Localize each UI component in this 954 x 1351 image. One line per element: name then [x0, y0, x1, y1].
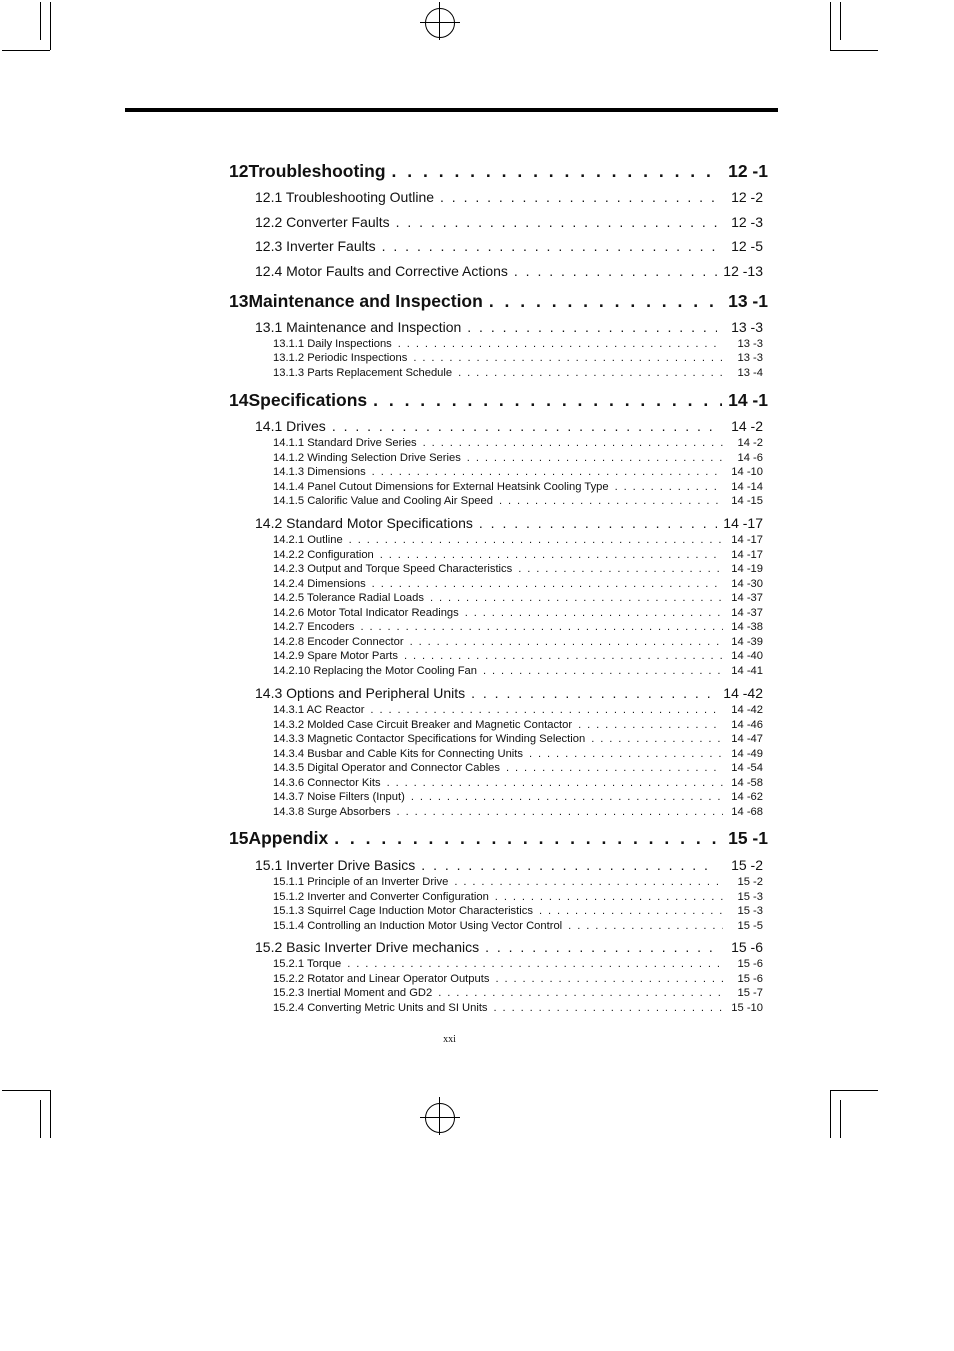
toc-page-number: 14 -39 [731, 636, 763, 648]
dot-leader [380, 549, 723, 561]
toc-subsection[interactable] [273, 1002, 763, 1014]
toc-subsection[interactable] [273, 437, 763, 449]
dot-leader [514, 263, 717, 279]
dot-leader [471, 685, 717, 701]
dot-leader [465, 607, 723, 619]
toc-entry-title: Troubleshooting [248, 161, 386, 181]
toc-entry-title: 14.1.1 Standard Drive Series [273, 437, 417, 449]
dot-leader [398, 338, 723, 350]
dot-leader [430, 592, 723, 604]
toc-page-number: 14 -49 [731, 748, 763, 760]
toc-page-number: 14 -2 [731, 418, 763, 434]
dot-leader [591, 733, 723, 745]
toc-entry-title: 12.4 Motor Faults and Corrective Actions [255, 263, 508, 279]
dot-leader [410, 636, 723, 648]
toc-entry-title: 15.2.3 Inertial Moment and GD2 [273, 987, 433, 999]
dot-leader [539, 905, 723, 917]
toc-entry-title: 14.1.5 Calorific Value and Cooling Air Speed [273, 495, 493, 507]
dot-leader [392, 161, 723, 182]
toc-entry-title: 15.1.3 Squirrel Cage Induction Motor Characteristics [273, 905, 533, 917]
toc-subsection[interactable] [273, 466, 763, 478]
dot-leader [382, 238, 717, 254]
chapter-number: 15 [229, 828, 249, 848]
dot-leader [518, 563, 723, 575]
toc-entry-title: 14.2.8 Encoder Connector [273, 636, 404, 648]
toc-page-number: 14 -42 [731, 704, 763, 716]
toc-subsection[interactable] [273, 762, 763, 774]
toc-page-number: 14 -10 [731, 466, 763, 478]
toc-subsection[interactable] [273, 920, 763, 932]
toc-page-number: 15 -1 [728, 828, 768, 848]
dot-leader [529, 748, 723, 760]
dot-leader [387, 777, 723, 789]
toc-page-number: 15 -6 [737, 958, 763, 970]
chapter-number: 13 [229, 291, 249, 311]
toc-entry-title: Appendix [248, 828, 329, 848]
toc-entry-title: 14.1.2 Winding Selection Drive Series [273, 452, 461, 464]
toc-page-number: 15 -6 [731, 939, 763, 955]
dot-leader [494, 1002, 723, 1014]
dot-leader [396, 214, 717, 230]
dot-leader [334, 828, 722, 849]
toc-subsection[interactable] [273, 592, 763, 604]
toc-subsection[interactable] [273, 495, 763, 507]
dot-leader [413, 352, 723, 364]
toc-page-number: 15 -3 [737, 905, 763, 917]
toc-entry-title: 15.2.4 Converting Metric Units and SI Units [273, 1002, 488, 1014]
toc-entry-title: 15.1.2 Inverter and Converter Configuration [273, 891, 489, 903]
toc-section[interactable] [255, 857, 763, 873]
toc-subsection[interactable] [273, 891, 763, 903]
dot-leader [483, 665, 723, 677]
dot-leader [467, 452, 723, 464]
toc-page-number: 14 -37 [731, 607, 763, 619]
toc-entry-title: 14.1 Drives [255, 418, 326, 434]
dot-leader [438, 987, 723, 999]
toc-page-number: 13 -4 [737, 367, 763, 379]
toc-entry-title: 13.1.3 Parts Replacement Schedule [273, 367, 453, 379]
toc-page-number: 15 -6 [737, 973, 763, 985]
toc-page-number: 12 -5 [731, 238, 763, 254]
dot-leader [615, 481, 723, 493]
toc-page-number: 13 -1 [728, 291, 768, 311]
toc-entry-title: 15.1 Inverter Drive Basics [255, 857, 416, 873]
toc-subsection[interactable] [273, 621, 763, 633]
dot-leader [506, 762, 723, 774]
toc-subsection[interactable] [273, 791, 763, 803]
dot-leader [370, 704, 723, 716]
dot-leader [499, 495, 723, 507]
toc-entry-title: 14.2.5 Tolerance Radial Loads [273, 592, 424, 604]
toc-entry-title: 12.3 Inverter Faults [255, 238, 376, 254]
toc-entry-title: 15.1.1 Principle of an Inverter Drive [273, 876, 449, 888]
toc-page-number: 15 -7 [737, 987, 763, 999]
dot-leader [372, 578, 723, 590]
dot-leader [479, 515, 717, 531]
toc-page-number: 14 -17 [731, 534, 763, 546]
toc-section[interactable] [255, 319, 763, 335]
dot-leader [332, 418, 717, 434]
toc-subsection[interactable] [273, 549, 763, 561]
toc-subsection[interactable] [273, 876, 763, 888]
toc-entry-title: 12.1 Troubleshooting Outline [255, 189, 435, 205]
toc-entry-title: 13.1.2 Periodic Inspections [273, 352, 408, 364]
toc-subsection[interactable] [273, 636, 763, 648]
toc-subsection[interactable] [273, 452, 763, 464]
toc-page-number: 14 -2 [737, 437, 763, 449]
toc-entry-title: 14.3.8 Surge Absorbers [273, 806, 391, 818]
toc-page-number: 13 -3 [737, 352, 763, 364]
toc-entry-title: 14.3.7 Noise Filters (Input) [273, 791, 405, 803]
toc-entry-title: 14.2.9 Spare Motor Parts [273, 650, 398, 662]
toc-section[interactable] [255, 214, 763, 230]
toc-entry-title: 14.3.6 Connector Kits [273, 777, 381, 789]
toc-entry-title: 12.2 Converter Faults [255, 214, 390, 230]
dot-leader [440, 189, 717, 205]
toc-subsection[interactable] [273, 650, 763, 662]
dot-leader [485, 939, 717, 955]
toc-page-number: 12 -3 [731, 214, 763, 230]
toc-section[interactable] [255, 515, 763, 531]
toc-entry-title: Specifications [248, 390, 368, 410]
toc-subsection[interactable] [273, 481, 763, 493]
toc-subsection[interactable] [273, 607, 763, 619]
toc-entry-title: 14.1.4 Panel Cutout Dimensions for External Heatsink Cooling Type [273, 481, 609, 493]
toc-subsection[interactable] [273, 777, 763, 789]
dot-leader [578, 719, 723, 731]
toc-entry-title: 15.2.1 Torque [273, 958, 342, 970]
toc-page-number: 14 -6 [737, 452, 763, 464]
toc-subsection[interactable] [273, 338, 763, 350]
toc-page-number: 14 -42 [723, 685, 763, 701]
toc-subsection[interactable] [273, 704, 763, 716]
toc-entry-title: 14.2 Standard Motor Specifications [255, 515, 473, 531]
dot-leader [372, 466, 723, 478]
toc-entry-title: 14.2.6 Motor Total Indicator Readings [273, 607, 459, 619]
toc-chapter[interactable] [229, 828, 768, 849]
toc-subsection[interactable] [273, 905, 763, 917]
dot-leader [568, 920, 723, 932]
toc-page-number: 14 -30 [731, 578, 763, 590]
dot-leader [421, 857, 717, 873]
toc-page-number: 12 -1 [728, 161, 768, 181]
toc-entry-title: 14.2.10 Replacing the Motor Cooling Fan [273, 665, 477, 677]
toc-page-number: 14 -46 [731, 719, 763, 731]
toc-subsection[interactable] [273, 563, 763, 575]
toc-page-number: 14 -58 [731, 777, 763, 789]
dot-leader [349, 534, 723, 546]
toc-subsection[interactable] [273, 987, 763, 999]
dot-leader [360, 621, 723, 633]
toc-subsection[interactable] [273, 958, 763, 970]
toc-page-number: 14 -19 [731, 563, 763, 575]
toc-page-number: 14 -14 [731, 481, 763, 493]
toc-entry-title: 14.2.4 Dimensions [273, 578, 366, 590]
page-folio: xxi [443, 1034, 456, 1045]
toc-subsection[interactable] [273, 748, 763, 760]
toc-page-number: 14 -38 [731, 621, 763, 633]
toc-page-number: 14 -68 [731, 806, 763, 818]
toc-section[interactable] [255, 238, 763, 254]
toc-entry-title: Maintenance and Inspection [248, 291, 483, 311]
toc-entry-title: 14.3.2 Molded Case Circuit Breaker and Magnetic Contactor [273, 719, 573, 731]
toc-entry-title: 14.3 Options and Peripheral Units [255, 685, 466, 701]
dot-leader [454, 876, 723, 888]
toc-page-number: 15 -2 [737, 876, 763, 888]
toc-section[interactable] [255, 685, 763, 701]
toc-entry-title: 14.3.3 Magnetic Contactor Specifications for Winding Selection [273, 733, 586, 745]
toc-subsection[interactable] [273, 665, 763, 677]
toc-page-number: 15 -2 [731, 857, 763, 873]
toc-section[interactable] [255, 189, 763, 205]
toc-subsection[interactable] [273, 534, 763, 546]
toc-entry-title: 15.2 Basic Inverter Drive mechanics [255, 939, 480, 955]
toc-page-number: 15 -5 [737, 920, 763, 932]
toc-page-number: 14 -54 [731, 762, 763, 774]
toc-page-number: 14 -37 [731, 592, 763, 604]
dot-leader [404, 650, 723, 662]
toc-page-number: 14 -1 [728, 390, 768, 410]
toc-page-number: 13 -3 [731, 319, 763, 335]
toc-subsection[interactable] [273, 367, 763, 379]
toc-page-number: 14 -47 [731, 733, 763, 745]
toc-entry-title: 13.1.1 Daily Inspections [273, 338, 392, 350]
dot-leader [495, 973, 723, 985]
dot-leader [397, 806, 723, 818]
toc-subsection[interactable] [273, 352, 763, 364]
dot-leader [373, 390, 722, 411]
toc-page-number: 14 -17 [723, 515, 763, 531]
toc-entry-title: 14.3.5 Digital Operator and Connector Cables [273, 762, 500, 774]
toc-chapter[interactable] [229, 390, 768, 411]
toc-page-number: 14 -62 [731, 791, 763, 803]
toc-section[interactable] [255, 263, 763, 279]
toc-page-number: 15 -10 [731, 1002, 763, 1014]
toc-entry-title: 14.1.3 Dimensions [273, 466, 366, 478]
toc-chapter[interactable] [229, 291, 768, 312]
toc-page-number: 14 -15 [731, 495, 763, 507]
toc-subsection[interactable] [273, 806, 763, 818]
dot-leader [423, 437, 723, 449]
dot-leader [467, 319, 717, 335]
dot-leader [489, 291, 722, 312]
toc-entry-title: 14.3.1 AC Reactor [273, 704, 365, 716]
toc-subsection[interactable] [273, 733, 763, 745]
toc-entry-title: 14.3.4 Busbar and Cable Kits for Connecting Units [273, 748, 523, 760]
toc-entry-title: 15.1.4 Controlling an Induction Motor Using Vector Control [273, 920, 563, 932]
toc-subsection[interactable] [273, 973, 763, 985]
dot-leader [411, 791, 723, 803]
dot-leader [347, 958, 723, 970]
toc-page-number: 14 -41 [731, 665, 763, 677]
toc-page-number: 14 -40 [731, 650, 763, 662]
toc-subsection[interactable] [273, 719, 763, 731]
toc-page-number: 15 -3 [737, 891, 763, 903]
toc-section[interactable] [255, 939, 763, 955]
dot-leader [458, 367, 723, 379]
toc-entry-title: 14.2.1 Outline [273, 534, 343, 546]
toc-page-number: 13 -3 [737, 338, 763, 350]
toc-chapter[interactable] [229, 161, 768, 182]
toc-page-number: 12 -13 [723, 263, 763, 279]
toc-page-number: 12 -2 [731, 189, 763, 205]
toc-entry-title: 15.2.2 Rotator and Linear Operator Outputs [273, 973, 490, 985]
toc-entry-title: 13.1 Maintenance and Inspection [255, 319, 462, 335]
toc-entry-title: 14.2.2 Configuration [273, 549, 374, 561]
toc-subsection[interactable] [273, 578, 763, 590]
chapter-number: 12 [229, 161, 249, 181]
toc-entry-title: 14.2.3 Output and Torque Speed Characteristics [273, 563, 513, 575]
chapter-number: 14 [229, 390, 249, 410]
toc-section[interactable] [255, 418, 763, 434]
dot-leader [495, 891, 723, 903]
toc-page-number: 14 -17 [731, 549, 763, 561]
toc-entry-title: 14.2.7 Encoders [273, 621, 355, 633]
